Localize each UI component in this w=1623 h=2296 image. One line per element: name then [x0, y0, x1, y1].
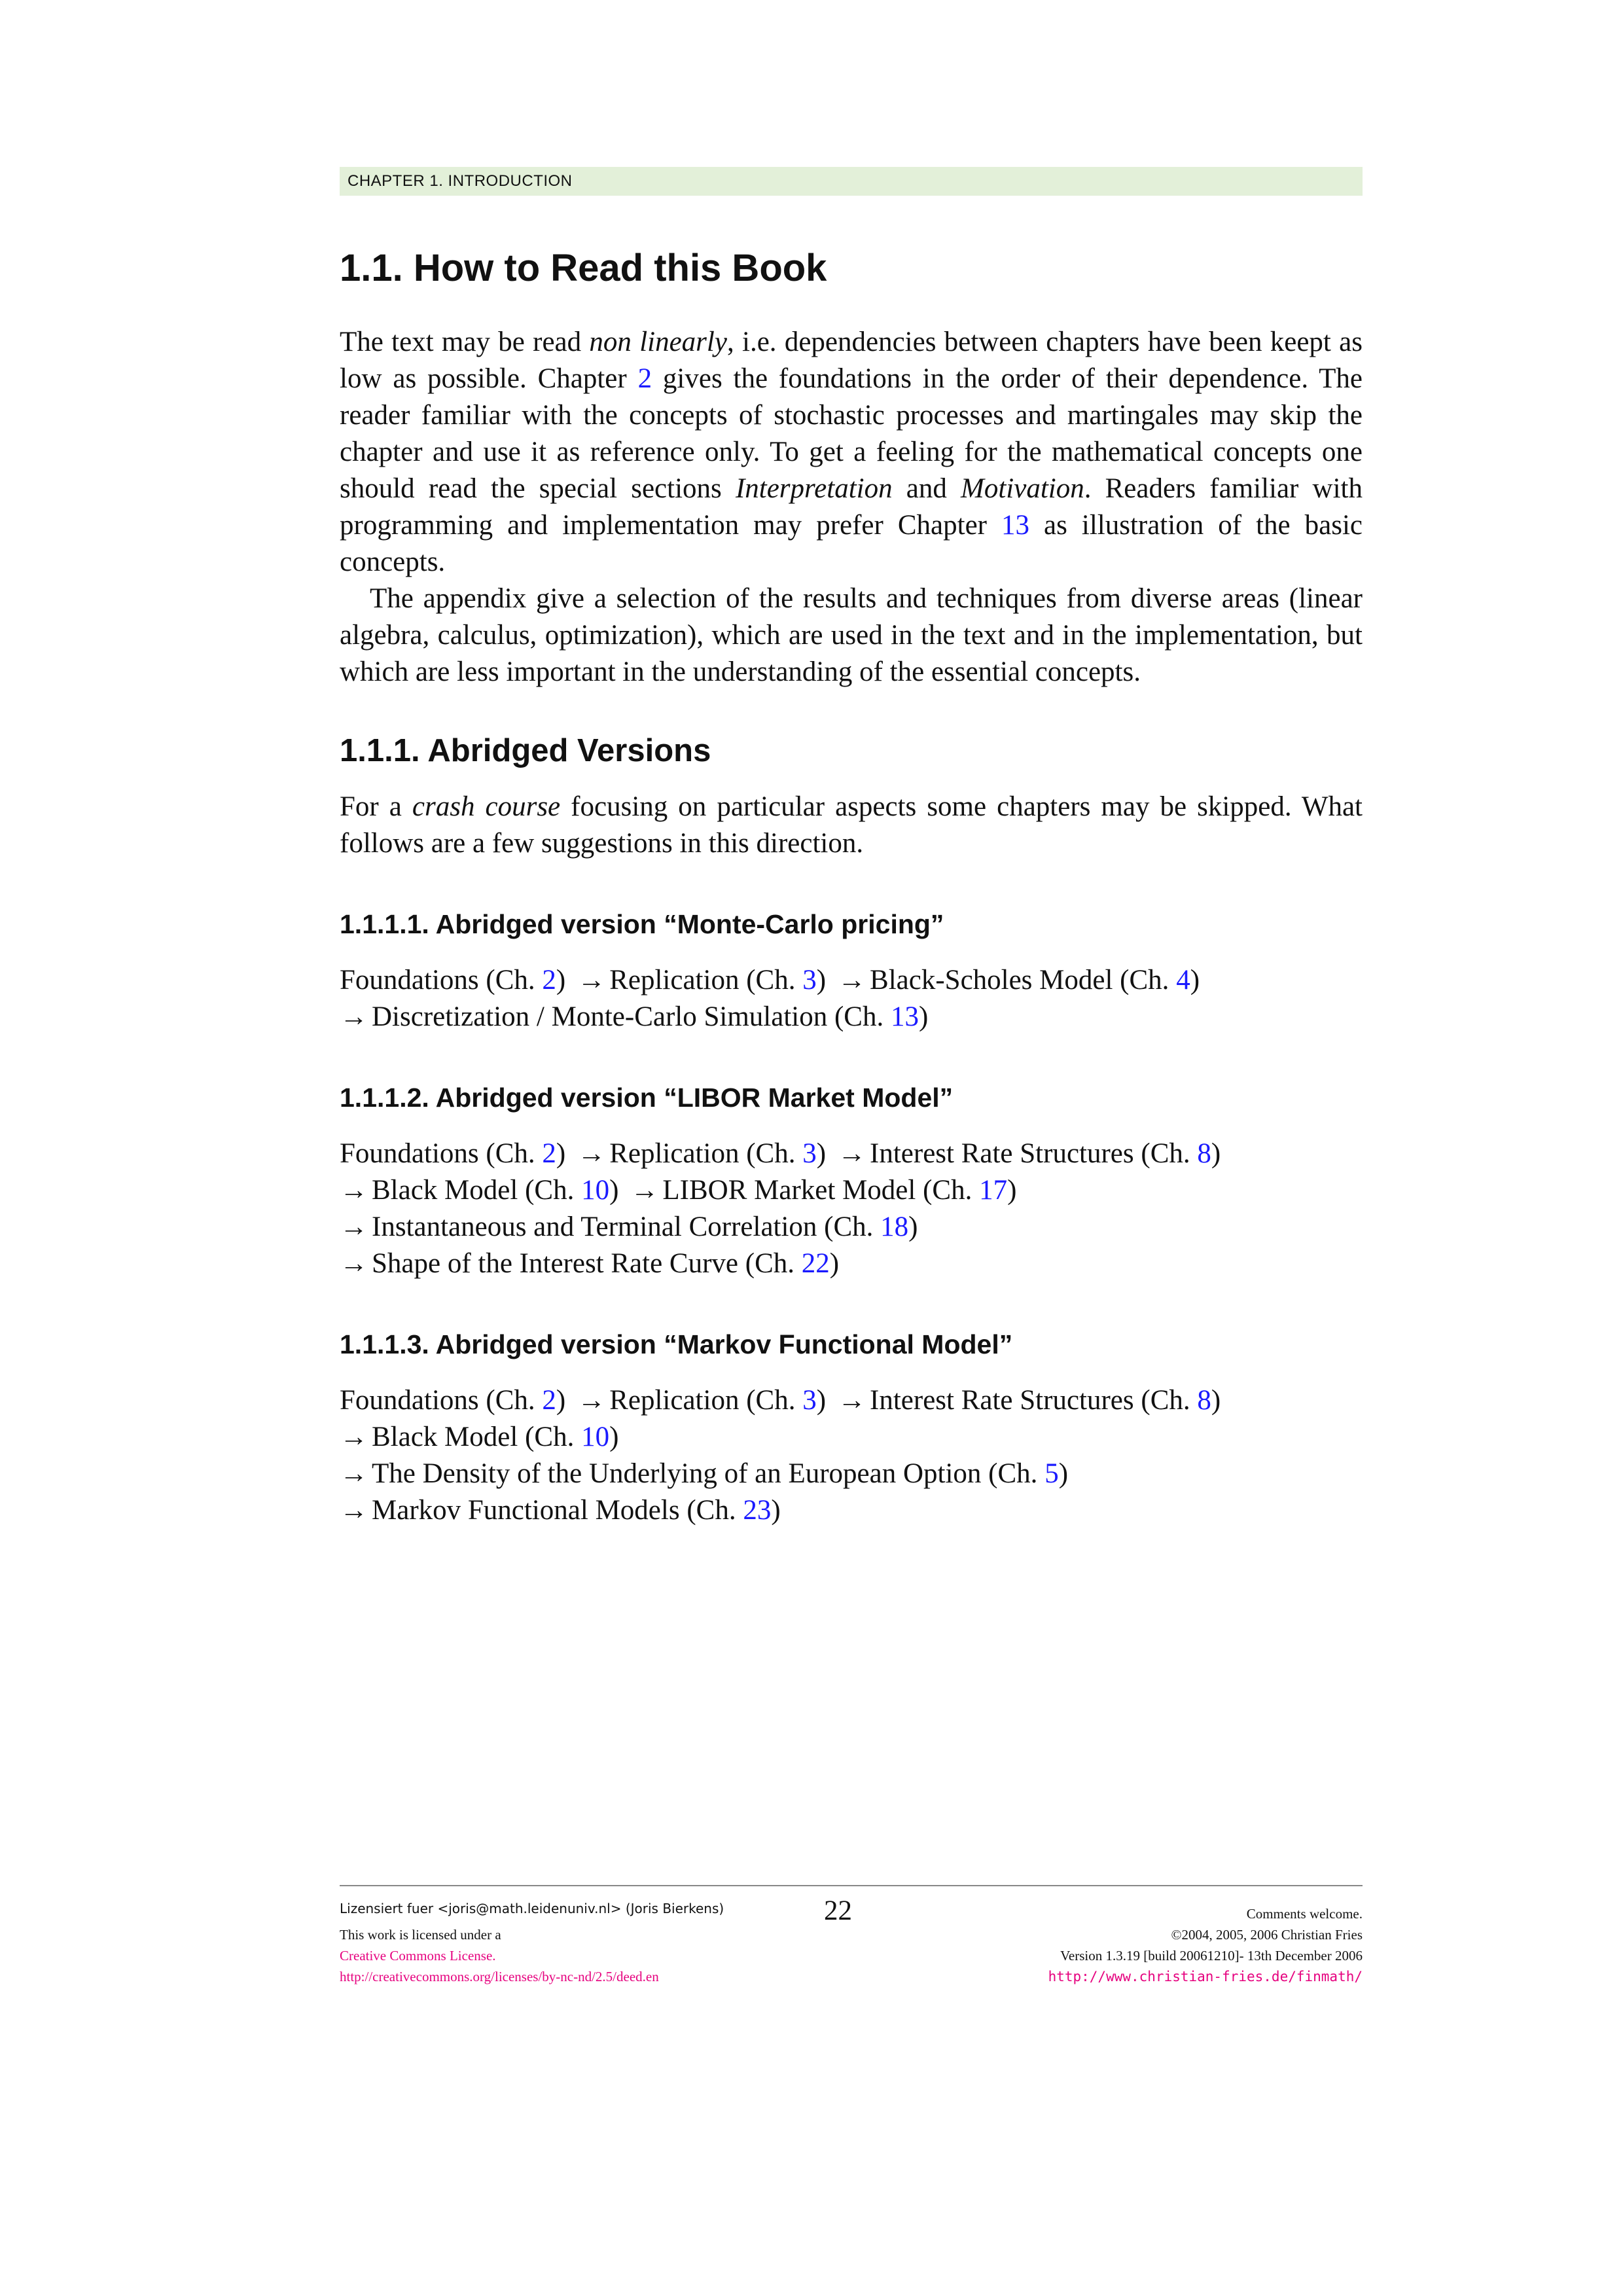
footer-right — [1048, 1898, 1363, 1987]
version-path-monte-carlo — [340, 962, 1363, 1035]
path-step-close: ) — [908, 1211, 918, 1242]
path-step-label: Shape of the Interest Rate Curve (Ch. — [372, 1248, 802, 1279]
chapter-link[interactable]: 8 — [1197, 1138, 1211, 1169]
path-step-label: Foundations (Ch. — [340, 1385, 543, 1416]
arrow-icon: → — [340, 1458, 368, 1489]
arrow-icon: → — [838, 1385, 866, 1416]
path-step-label: Interest Rate Structures (Ch. — [870, 1385, 1198, 1416]
path-line — [340, 1209, 1363, 1246]
path-line — [340, 999, 1363, 1035]
version-title-monte-carlo: 1.1.1.1. Abridged version “Monte-Carlo pricing” — [340, 909, 944, 939]
text-run: The text may be read — [340, 327, 590, 357]
path-step-label: Foundations (Ch. — [340, 1138, 543, 1169]
path-step-close: ) — [816, 1385, 827, 1416]
license-text: This work is licensed under a — [340, 1927, 501, 1943]
path-step-label: Black-Scholes Model (Ch. — [870, 965, 1177, 996]
section-paragraph-2: The appendix give a selection of the results and techniques from diverse areas (linear algebra, calculus, optimization), which are used in the text and in the implementation, but which are less important in the understanding of the essential concepts. — [340, 583, 1363, 687]
chapter-link[interactable]: 10 — [581, 1175, 610, 1206]
path-line — [340, 1136, 1363, 1172]
path-step-label: Instantaneous and Terminal Correlation (Ch. — [372, 1211, 881, 1242]
chapter-link[interactable]: 5 — [1044, 1458, 1059, 1489]
licensee-line: Lizensiert fuer <joris@math.leidenuniv.nl> (Joris Bierkens) — [340, 1901, 724, 1916]
chapter-link[interactable]: 3 — [802, 1385, 817, 1416]
chapter-link[interactable]: 22 — [801, 1248, 830, 1279]
subsection-title: 1.1.1. Abridged Versions — [340, 733, 711, 768]
version-path-markov — [340, 1382, 1363, 1529]
copyright: ©2004, 2005, 2006 Christian Fries — [1171, 1927, 1363, 1943]
path-step-close: ) — [1190, 965, 1200, 996]
path-step-close: ) — [829, 1248, 840, 1279]
chapter-link[interactable]: 4 — [1176, 965, 1190, 996]
path-step-close: ) — [556, 1385, 566, 1416]
arrow-icon: → — [340, 1001, 368, 1032]
arrow-icon: → — [340, 1175, 368, 1206]
chapter-link[interactable]: 18 — [880, 1211, 909, 1242]
path-step-close: ) — [1211, 1385, 1221, 1416]
arrow-icon: → — [577, 965, 606, 996]
license-link[interactable]: Creative Commons License. — [340, 1948, 496, 1964]
path-step-close: ) — [556, 965, 566, 996]
text-run: focusing on particular aspects some chapters may be skipped. What follows are a few suggestions in this direction. — [340, 791, 1363, 859]
emphasis: Motivation — [961, 473, 1084, 504]
path-step-label: Black Model (Ch. — [372, 1175, 582, 1206]
footer-left — [340, 1898, 724, 1987]
emphasis: Interpretation — [735, 473, 893, 504]
path-step-label: Foundations (Ch. — [340, 965, 543, 996]
path-step-label: Replication (Ch. — [609, 965, 803, 996]
arrow-icon: → — [340, 1495, 368, 1526]
text-run: and — [892, 473, 961, 504]
path-step-close: ) — [918, 1001, 929, 1032]
path-line — [340, 1382, 1363, 1419]
comments-note: Comments welcome. — [1246, 1906, 1363, 1922]
path-step-close: ) — [609, 1175, 619, 1206]
chapter-link[interactable]: 10 — [581, 1422, 610, 1452]
path-step-close: ) — [1211, 1138, 1221, 1169]
path-step-close: ) — [816, 965, 827, 996]
text-run: For a — [340, 791, 412, 822]
section-title: 1.1. How to Read this Book — [340, 247, 827, 289]
path-step-close: ) — [816, 1138, 827, 1169]
text-run: as illustration of the basic concepts. — [340, 510, 1363, 577]
path-step-close: ) — [1007, 1175, 1017, 1206]
emphasis: crash course — [412, 791, 561, 822]
footer-rule — [340, 1885, 1363, 1886]
version-path-libor — [340, 1136, 1363, 1282]
chapter-link[interactable]: 2 — [542, 1138, 556, 1169]
path-step-label: Replication (Ch. — [609, 1385, 803, 1416]
text-run: gives the foundations in the order of their dependence. The reader familiar with the concepts of stochastic processes and martingales may skip the chapter and use it as reference only. To get a feeling for the mathematical concepts one should read the special sections — [340, 363, 1363, 504]
website-link[interactable]: http://www.christian-fries.de/finmath/ — [1048, 1969, 1363, 1984]
version-title-libor: 1.1.1.2. Abridged version “LIBOR Market Model” — [340, 1083, 954, 1113]
path-step-close: ) — [771, 1495, 781, 1526]
version-info: Version 1.3.19 [build 20061210]- 13th December 2006 — [1060, 1948, 1363, 1964]
path-line — [340, 1172, 1363, 1209]
arrow-icon: → — [838, 965, 866, 996]
chapter-link[interactable]: 17 — [979, 1175, 1008, 1206]
arrow-icon: → — [838, 1138, 866, 1169]
subsection-paragraph — [340, 789, 1363, 862]
path-step-label: Replication (Ch. — [609, 1138, 803, 1169]
chapter-link[interactable]: 8 — [1197, 1385, 1211, 1416]
chapter-link[interactable]: 2 — [542, 965, 556, 996]
arrow-icon: → — [340, 1211, 368, 1242]
path-step-label: Black Model (Ch. — [372, 1422, 582, 1452]
path-step-label: Discretization / Monte-Carlo Simulation (Ch. — [372, 1001, 891, 1032]
arrow-icon: → — [340, 1248, 368, 1279]
chapter-link[interactable]: 13 — [890, 1001, 919, 1032]
chapter-link[interactable]: 23 — [743, 1495, 772, 1526]
path-step-label: Interest Rate Structures (Ch. — [870, 1138, 1198, 1169]
path-line — [340, 1419, 1363, 1456]
path-step-label: LIBOR Market Model (Ch. — [662, 1175, 980, 1206]
path-step-close: ) — [556, 1138, 566, 1169]
path-line — [340, 962, 1363, 999]
section-paragraph-1 — [340, 324, 1363, 581]
emphasis: non linearly — [589, 327, 727, 357]
text-run: , i.e. dependencies between chapters have been keept as low as possible. Chapter — [340, 327, 1363, 394]
chapter-link[interactable]: 2 — [542, 1385, 556, 1416]
arrow-icon: → — [340, 1422, 368, 1452]
license-url[interactable]: http://creativecommons.org/licenses/by-nc-nd/2.5/deed.en — [340, 1969, 659, 1984]
text-run: . Readers familiar with programming and implementation may prefer Chapter — [340, 473, 1363, 541]
arrow-icon: → — [577, 1385, 606, 1416]
path-step-close: ) — [1058, 1458, 1069, 1489]
chapter-link[interactable]: 3 — [802, 965, 817, 996]
arrow-icon: → — [630, 1175, 659, 1206]
version-title-markov: 1.1.1.3. Abridged version “Markov Functional Model” — [340, 1329, 1013, 1359]
path-line — [340, 1246, 1363, 1282]
path-step-label: The Density of the Underlying of an European Option (Ch. — [372, 1458, 1045, 1489]
chapter-link[interactable]: 13 — [1001, 510, 1029, 541]
path-step-label: Markov Functional Models (Ch. — [372, 1495, 743, 1526]
running-head: CHAPTER 1. INTRODUCTION — [340, 167, 1363, 196]
page-number: 22 — [824, 1895, 852, 1926]
path-line — [340, 1456, 1363, 1492]
chapter-link[interactable]: 2 — [637, 363, 652, 394]
chapter-link[interactable]: 3 — [802, 1138, 817, 1169]
path-step-close: ) — [609, 1422, 619, 1452]
path-line — [340, 1492, 1363, 1529]
arrow-icon: → — [577, 1138, 606, 1169]
